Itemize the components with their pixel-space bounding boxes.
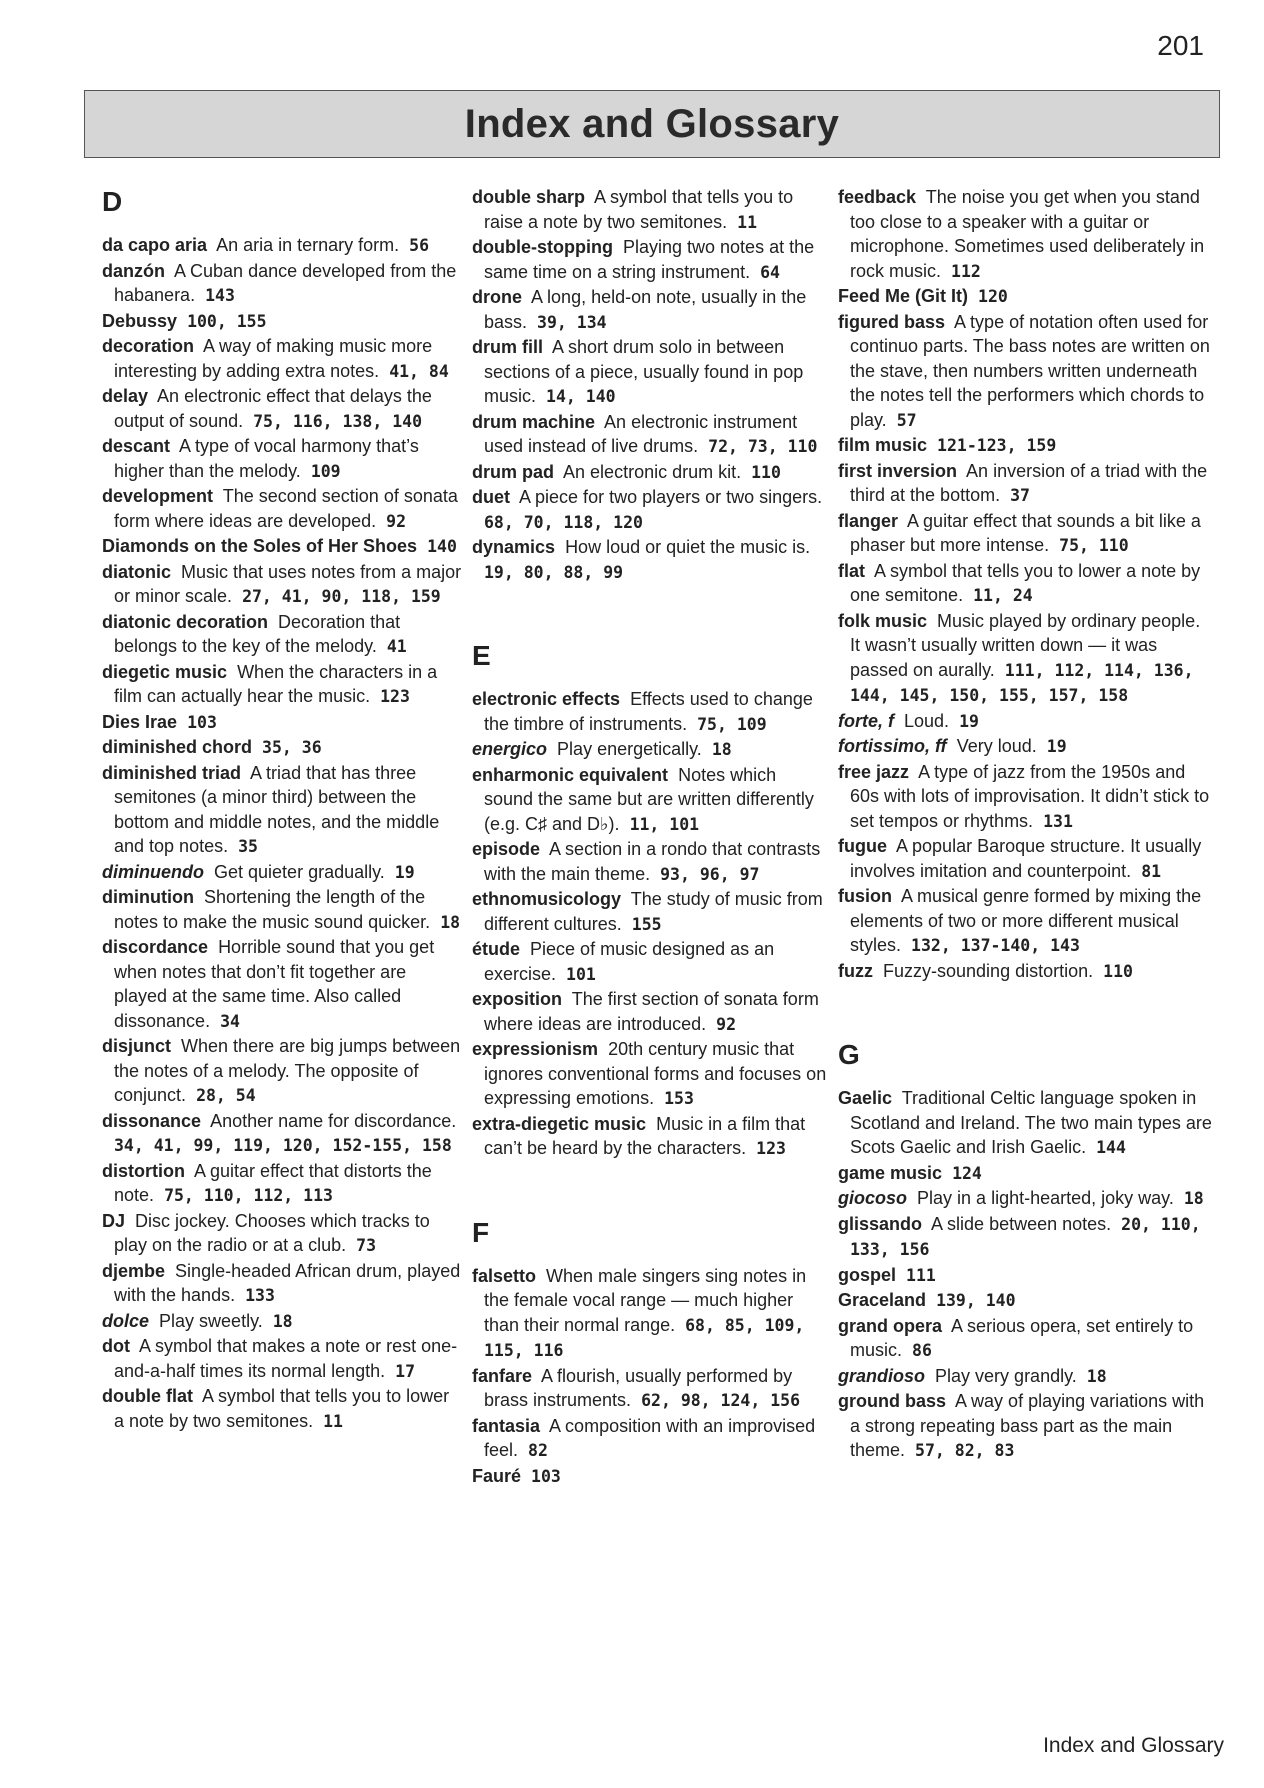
entry-page-refs: 14, 140 — [546, 387, 616, 406]
entry-definition: An aria in ternary form. — [216, 235, 400, 255]
entry-page-refs: 19 — [959, 711, 979, 731]
entry-definition: An inversion of a triad with the third at the bottom. — [850, 460, 1208, 505]
entry-term: fuzz — [838, 960, 873, 981]
entry-definition: Traditional Celtic language spoken in Scotland and Ireland. The two main types are Scots Gaelic and Irish Gaelic. — [850, 1088, 1212, 1157]
entry-page-refs: 11 — [737, 212, 758, 232]
glossary-entry — [838, 1389, 1212, 1464]
entry-term: forte, f — [838, 710, 894, 731]
entry-page-refs: 143 — [205, 286, 235, 305]
entry-term: drum machine — [472, 411, 596, 432]
entry-term: distortion — [102, 1160, 185, 1181]
entry-page-refs: 11 — [323, 1411, 343, 1431]
entry-page-refs: 57 — [896, 410, 917, 430]
entry-definition: Disc jockey. Chooses which tracks to play on the radio or at a club. — [114, 1210, 430, 1255]
entry-page-refs: 35, 36 — [262, 738, 322, 757]
entry-definition: A long, held-on note, usually in the bass. — [484, 287, 807, 332]
entry-page-refs: 144 — [1096, 1138, 1126, 1157]
entry-page-refs: 62, 98, 124, 156 — [641, 1391, 801, 1410]
entry-page-refs: 86 — [912, 1341, 932, 1360]
glossary-entry — [472, 410, 830, 460]
entry-definition: A serious opera, set entirely to music. — [850, 1315, 1194, 1360]
entry-term: da capo aria — [102, 235, 208, 255]
entry-definition: A guitar effect that sounds a bit like a phaser but more intense. — [850, 510, 1201, 555]
entry-term: double sharp — [472, 187, 586, 207]
entry-definition: Music in a film that can’t be heard by the characters. — [484, 1113, 806, 1158]
entry-page-refs: 139, 140 — [936, 1291, 1016, 1310]
glossary-entry — [472, 335, 830, 410]
glossary-entry — [838, 760, 1212, 835]
entry-term: episode — [472, 839, 541, 859]
glossary-entry — [838, 459, 1212, 509]
entry-page-refs: 20, 110, 133, 156 — [850, 1214, 1201, 1259]
entry-definition: Play sweetly. — [159, 1310, 263, 1331]
entry-definition: The second section of sonata form where ideas are developed. — [114, 486, 458, 531]
glossary-column — [472, 185, 838, 1489]
entry-term: decoration — [102, 336, 195, 356]
entry-term: Debussy — [102, 310, 178, 331]
entry-definition: Play very grandly. — [935, 1365, 1077, 1386]
glossary-entry — [102, 860, 464, 886]
entry-page-refs: 131 — [1043, 811, 1073, 831]
glossary-entry — [102, 259, 464, 309]
glossary-entry — [472, 837, 830, 887]
entry-definition: Shortening the length of the notes to make the music sound quicker. — [114, 887, 431, 932]
entry-page-refs: 92 — [386, 511, 407, 531]
entry-definition: The study of music from different cultures. — [484, 889, 823, 934]
entry-page-refs: 17 — [395, 1361, 416, 1381]
title-banner — [84, 90, 1220, 158]
glossary-entry — [472, 987, 830, 1037]
glossary-entry — [102, 761, 464, 860]
glossary-column — [102, 185, 472, 1489]
entry-term: fantasia — [472, 1415, 541, 1436]
glossary-entry — [838, 559, 1212, 609]
glossary-entry — [838, 1212, 1212, 1263]
entry-page-refs: 68, 70, 118, 120 — [484, 512, 643, 532]
entry-definition: A Cuban dance developed from the habanera. — [114, 260, 457, 305]
entry-definition: Get quieter gradually. — [214, 861, 385, 882]
entry-definition: An electronic effect that delays the output of sound. — [114, 386, 432, 431]
entry-definition: Loud. — [904, 710, 950, 731]
entry-page-refs: 100, 155 — [187, 311, 267, 331]
entry-page-refs: 37 — [1010, 486, 1030, 505]
entry-definition: A popular Baroque structure. It usually involves imitation and counterpoint. — [850, 836, 1202, 881]
entry-term: diatonic decoration — [102, 611, 269, 632]
entry-term: diminished chord — [102, 737, 253, 757]
entry-definition: Notes which sound the same but are written differently (e.g. C♯ and D♭). — [484, 764, 814, 834]
entry-term: djembe — [102, 1260, 166, 1281]
entry-term: flat — [838, 560, 865, 581]
entry-term: double-stopping — [472, 237, 613, 257]
entry-page-refs: 18 — [272, 1311, 293, 1331]
glossary-entry — [102, 309, 464, 335]
entry-term: diatonic — [102, 561, 172, 582]
glossary-entry — [472, 1364, 830, 1414]
entry-definition: Music that uses notes from a major or minor scale. — [114, 561, 462, 606]
glossary-entry — [102, 1309, 464, 1335]
entry-definition: A section in a rondo that contrasts with the main theme. — [484, 839, 821, 884]
glossary-entry — [838, 734, 1212, 760]
entry-term: Feed Me (Git It) — [838, 286, 968, 306]
entry-term: étude — [472, 939, 521, 959]
entry-page-refs: 18 — [1183, 1189, 1204, 1208]
entry-term: diminution — [102, 887, 194, 907]
entry-page-refs: 64 — [760, 262, 780, 282]
entry-term: DJ — [102, 1210, 126, 1231]
glossary-entry — [838, 509, 1212, 559]
entry-page-refs: 11, 24 — [973, 586, 1033, 605]
glossary-entry — [838, 959, 1212, 985]
entry-term: fortissimo, ff — [838, 736, 947, 756]
entry-page-refs: 34, 41, 99, 119, 120, 152-155, 158 — [114, 1136, 452, 1155]
entry-term: diminuendo — [102, 861, 204, 882]
entry-term: dynamics — [472, 537, 556, 557]
entry-term: enharmonic equivalent — [472, 764, 669, 785]
entry-term: drone — [472, 287, 523, 307]
glossary-entry — [838, 709, 1212, 735]
entry-page-refs: 75, 109 — [697, 714, 767, 734]
glossary-entry — [838, 433, 1212, 459]
entry-page-refs: 111 — [906, 1265, 936, 1285]
entry-page-refs: 19, 80, 88, 99 — [484, 562, 624, 582]
glossary-entry — [472, 285, 830, 335]
glossary-entry — [102, 885, 464, 935]
glossary-entry — [472, 485, 830, 535]
glossary-entry — [102, 1109, 464, 1159]
entry-page-refs: 19 — [394, 862, 415, 882]
entry-term: diminished triad — [102, 762, 242, 783]
entry-term: fugue — [838, 836, 887, 856]
entry-term: double flat — [102, 1386, 193, 1406]
glossary-entry — [472, 185, 830, 235]
glossary-entry — [472, 1037, 830, 1112]
section-letter: E — [472, 640, 491, 671]
entry-page-refs: 41, 84 — [389, 361, 449, 381]
entry-definition: A symbol that tells you to lower a note by one semitone. — [850, 560, 1201, 605]
entry-page-refs: 120 — [978, 287, 1008, 306]
entry-page-refs: 155 — [631, 914, 662, 934]
entry-page-refs: 92 — [716, 1014, 737, 1034]
entry-term: Diamonds on the Soles of Her Shoes — [102, 536, 418, 556]
glossary-entry — [838, 884, 1212, 959]
entry-term: Dies Irae — [102, 711, 178, 732]
glossary-entry — [102, 233, 464, 259]
entry-term: grand opera — [838, 1315, 943, 1336]
entry-page-refs: 41 — [386, 637, 407, 656]
entry-page-refs: 18 — [711, 740, 732, 759]
entry-definition: A short drum solo in between sections of a piece, usually found in pop music. — [484, 337, 804, 406]
page-number: 201 — [1157, 30, 1204, 61]
entry-term: glissando — [838, 1213, 923, 1234]
entry-term: diegetic music — [102, 661, 228, 682]
entry-page-refs: 68, 85, 109, 115, 116 — [484, 1315, 805, 1360]
entry-term: dolce — [102, 1310, 150, 1331]
entry-definition: Play energetically. — [557, 739, 702, 759]
glossary-entry — [102, 384, 464, 434]
glossary-entry — [102, 710, 464, 736]
glossary-entry — [102, 334, 464, 384]
entry-page-refs: 75, 116, 138, 140 — [253, 411, 423, 431]
entry-page-refs: 123 — [380, 687, 410, 706]
entry-definition: Very loud. — [956, 736, 1037, 756]
entry-page-refs: 124 — [952, 1163, 982, 1183]
entry-definition: An electronic instrument used instead of live drums. — [484, 411, 798, 456]
entry-term: discordance — [102, 937, 209, 957]
glossary-entry — [102, 1384, 464, 1434]
entry-term: extra-diegetic music — [472, 1113, 647, 1134]
entry-definition: Another name for discordance. — [210, 1110, 457, 1131]
glossary-entry — [102, 610, 464, 660]
entry-definition: When there are big jumps between the notes of a melody. The opposite of conjunct. — [114, 1036, 461, 1105]
glossary-entry — [102, 1334, 464, 1384]
glossary-entry — [472, 887, 830, 937]
entry-term: falsetto — [472, 1265, 537, 1286]
entry-page-refs: 153 — [664, 1089, 694, 1108]
entry-page-refs: 39, 134 — [537, 312, 607, 332]
entry-definition: Piece of music designed as an exercise. — [484, 939, 775, 984]
entry-term: fusion — [838, 886, 892, 906]
glossary-entry — [838, 1314, 1212, 1364]
entry-definition: Horrible sound that you get when notes that don’t fit together are played at the same time. Also called dissonance. — [114, 937, 435, 1031]
entry-definition: Decoration that belongs to the key of the melody. — [114, 611, 401, 656]
entry-page-refs: 133 — [245, 1286, 275, 1305]
glossary-entry — [102, 660, 464, 710]
glossary-entry — [472, 460, 830, 486]
entry-definition: Music played by ordinary people. It wasn’t usually written down — it was passed on aurally. — [850, 610, 1201, 680]
entry-page-refs: 18 — [440, 912, 461, 932]
entry-definition: Single-headed African drum, played with the hands. — [114, 1260, 461, 1305]
entry-definition: A type of notation often used for continuo parts. The bass notes are written on the stave, then numbers written underneath the notes tell the performers which chords to play. — [850, 311, 1210, 430]
entry-term: Gaelic — [838, 1088, 893, 1108]
entry-term: grandioso — [838, 1365, 926, 1386]
entry-term: flanger — [838, 510, 899, 531]
entry-page-refs: 110 — [751, 462, 781, 482]
entry-page-refs: 103 — [531, 1466, 561, 1486]
entry-page-refs: 112 — [951, 261, 981, 281]
footer-label: Index and Glossary — [1043, 1734, 1224, 1757]
entry-page-refs: 103 — [187, 712, 217, 732]
entry-definition: A type of jazz from the 1950s and 60s with lots of improvisation. It didn’t stick to set tempos or rhythms. — [850, 761, 1210, 831]
entry-term: drum pad — [472, 461, 555, 482]
entry-term: disjunct — [102, 1036, 172, 1056]
entry-definition: 20th century music that ignores conventional forms and focuses on expressing emotions. — [484, 1039, 827, 1108]
entry-definition: A type of vocal harmony that’s higher than the melody. — [114, 436, 419, 481]
glossary-entry — [102, 735, 464, 761]
entry-definition: Effects used to change the timbre of instruments. — [484, 689, 813, 734]
entry-definition: A flourish, usually performed by brass instruments. — [484, 1365, 793, 1410]
entry-page-refs: 109 — [310, 461, 341, 481]
glossary-entry — [838, 185, 1212, 284]
glossary-entry — [838, 834, 1212, 884]
glossary-column — [838, 185, 1220, 1489]
entry-page-refs: 72, 73, 110 — [708, 437, 818, 456]
glossary-entry — [472, 687, 830, 737]
entry-definition: When the characters in a film can actually hear the music. — [114, 661, 438, 706]
entry-term: figured bass — [838, 311, 946, 332]
entry-term: dot — [102, 1336, 130, 1356]
glossary-entry — [102, 534, 464, 560]
glossary-entry — [472, 1414, 830, 1464]
glossary-entry — [472, 937, 830, 987]
glossary-entry — [838, 1186, 1212, 1212]
entry-page-refs: 28, 54 — [196, 1086, 256, 1105]
page-title: Index and Glossary — [464, 101, 840, 146]
entry-page-refs: 82 — [528, 1441, 548, 1460]
entry-term: ground bass — [838, 1391, 947, 1411]
entry-page-refs: 34 — [220, 1011, 240, 1031]
glossary-entry — [838, 609, 1212, 709]
glossary-entry — [838, 1086, 1212, 1161]
entry-definition: A guitar effect that distorts the note. — [114, 1160, 432, 1205]
entry-term: first inversion — [838, 460, 958, 481]
entry-term: energico — [472, 739, 548, 759]
entry-term: ethnomusicology — [472, 889, 622, 909]
entry-definition: Play in a light-hearted, joky way. — [917, 1188, 1174, 1208]
glossary-entry — [102, 1159, 464, 1209]
entry-page-refs: 110 — [1103, 961, 1133, 981]
glossary-columns — [102, 185, 1220, 1489]
glossary-entry — [838, 1288, 1212, 1314]
entry-term: gospel — [838, 1264, 897, 1285]
glossary-entry — [838, 310, 1212, 434]
entry-term: duet — [472, 487, 510, 507]
entry-definition: Playing two notes at the same time on a string instrument. — [484, 237, 815, 282]
entry-page-refs: 57, 82, 83 — [915, 1441, 1015, 1460]
section-letter: D — [102, 186, 123, 217]
entry-term: fanfare — [472, 1365, 533, 1386]
entry-term: film music — [838, 435, 928, 455]
entry-page-refs: 11, 101 — [629, 814, 700, 834]
glossary-entry — [472, 1264, 830, 1364]
entry-term: descant — [102, 436, 171, 456]
entry-definition: A symbol that tells you to raise a note by two semitones. — [484, 187, 794, 232]
entry-term: electronic effects — [472, 689, 621, 709]
entry-page-refs: 121-123, 159 — [937, 436, 1057, 455]
entry-definition: Fuzzy-sounding distortion. — [883, 960, 1094, 981]
entry-page-refs: 132, 137-140, 143 — [911, 936, 1080, 955]
entry-definition: A symbol that makes a note or rest one-and-a-half times its normal length. — [114, 1336, 458, 1381]
entry-term: Fauré — [472, 1465, 522, 1486]
entry-definition: A musical genre formed by mixing the elements of two or more different musical styles. — [850, 886, 1202, 955]
entry-definition: A way of playing variations with a strong repeating bass part as the main theme. — [850, 1391, 1205, 1460]
entry-term: development — [102, 486, 214, 506]
entry-definition: The noise you get when you stand too close to a speaker with a guitar or microphone. Sometimes used deliberately in rock music. — [850, 187, 1205, 281]
glossary-entry — [102, 1209, 464, 1259]
entry-page-refs: 75, 110, 112, 113 — [164, 1186, 333, 1205]
glossary-entry — [472, 535, 830, 585]
entry-page-refs: 73 — [356, 1236, 377, 1255]
entry-term: dissonance — [102, 1110, 202, 1131]
entry-term: Graceland — [838, 1290, 927, 1310]
glossary-entry — [838, 1364, 1212, 1390]
entry-page-refs: 111, 112, 114, 136, 144, 145, 150, 155, 157, 158 — [850, 660, 1194, 705]
entry-page-refs: 27, 41, 90, 118, 159 — [242, 587, 441, 606]
entry-term: game music — [838, 1162, 943, 1183]
entry-definition: A triad that has three semitones (a minor third) between the bottom and middle notes, and the middle and top notes. — [114, 762, 440, 856]
entry-page-refs: 93, 96, 97 — [660, 864, 760, 884]
glossary-entry — [472, 763, 830, 838]
entry-page-refs: 140 — [427, 537, 457, 556]
section-letter: F — [472, 1216, 490, 1248]
entry-term: giocoso — [838, 1188, 908, 1208]
glossary-entry — [472, 737, 830, 763]
entry-page-refs: 123 — [756, 1139, 786, 1158]
glossary-entry — [838, 1263, 1212, 1289]
entry-term: danzón — [102, 260, 165, 281]
glossary-entry — [838, 1161, 1212, 1187]
glossary-entry — [838, 284, 1212, 310]
entry-page-refs: 35 — [238, 837, 258, 856]
entry-definition: The first section of sonata form where ideas are introduced. — [484, 989, 819, 1034]
glossary-entry — [472, 235, 830, 285]
entry-definition: A way of making music more interesting by adding extra notes. — [114, 336, 433, 381]
entry-definition: A piece for two players or two singers. — [519, 487, 823, 507]
entry-page-refs: 81 — [1141, 861, 1162, 881]
entry-definition: A symbol that tells you to lower a note by two semitones. — [114, 1386, 450, 1431]
glossary-entry — [102, 560, 464, 610]
glossary-entry — [472, 1112, 830, 1162]
glossary-entry — [102, 434, 464, 484]
entry-definition: A composition with an improvised feel. — [484, 1415, 816, 1460]
entry-page-refs: 18 — [1086, 1366, 1107, 1386]
glossary-entry — [472, 1464, 830, 1490]
entry-page-refs: 75, 110 — [1059, 536, 1129, 555]
entry-definition: How loud or quiet the music is. — [565, 537, 811, 557]
entry-page-refs: 101 — [566, 964, 596, 984]
entry-term: feedback — [838, 187, 917, 207]
entry-definition: A slide between notes. — [931, 1213, 1112, 1234]
section-letter: G — [838, 1039, 860, 1070]
glossary-entry — [102, 1034, 464, 1109]
entry-definition: When male singers sing notes in the female vocal range — much higher than their normal range. — [484, 1265, 807, 1335]
entry-term: drum fill — [472, 337, 543, 357]
entry-term: exposition — [472, 989, 563, 1009]
entry-page-refs: 19 — [1046, 737, 1067, 756]
glossary-entry — [102, 935, 464, 1034]
entry-term: free jazz — [838, 761, 910, 782]
entry-term: folk music — [838, 610, 928, 631]
entry-definition: An electronic drum kit. — [563, 461, 742, 482]
entry-term: delay — [102, 386, 149, 406]
glossary-entry — [102, 484, 464, 534]
entry-page-refs: 56 — [409, 236, 430, 255]
entry-term: expressionism — [472, 1039, 599, 1059]
glossary-entry — [102, 1259, 464, 1309]
